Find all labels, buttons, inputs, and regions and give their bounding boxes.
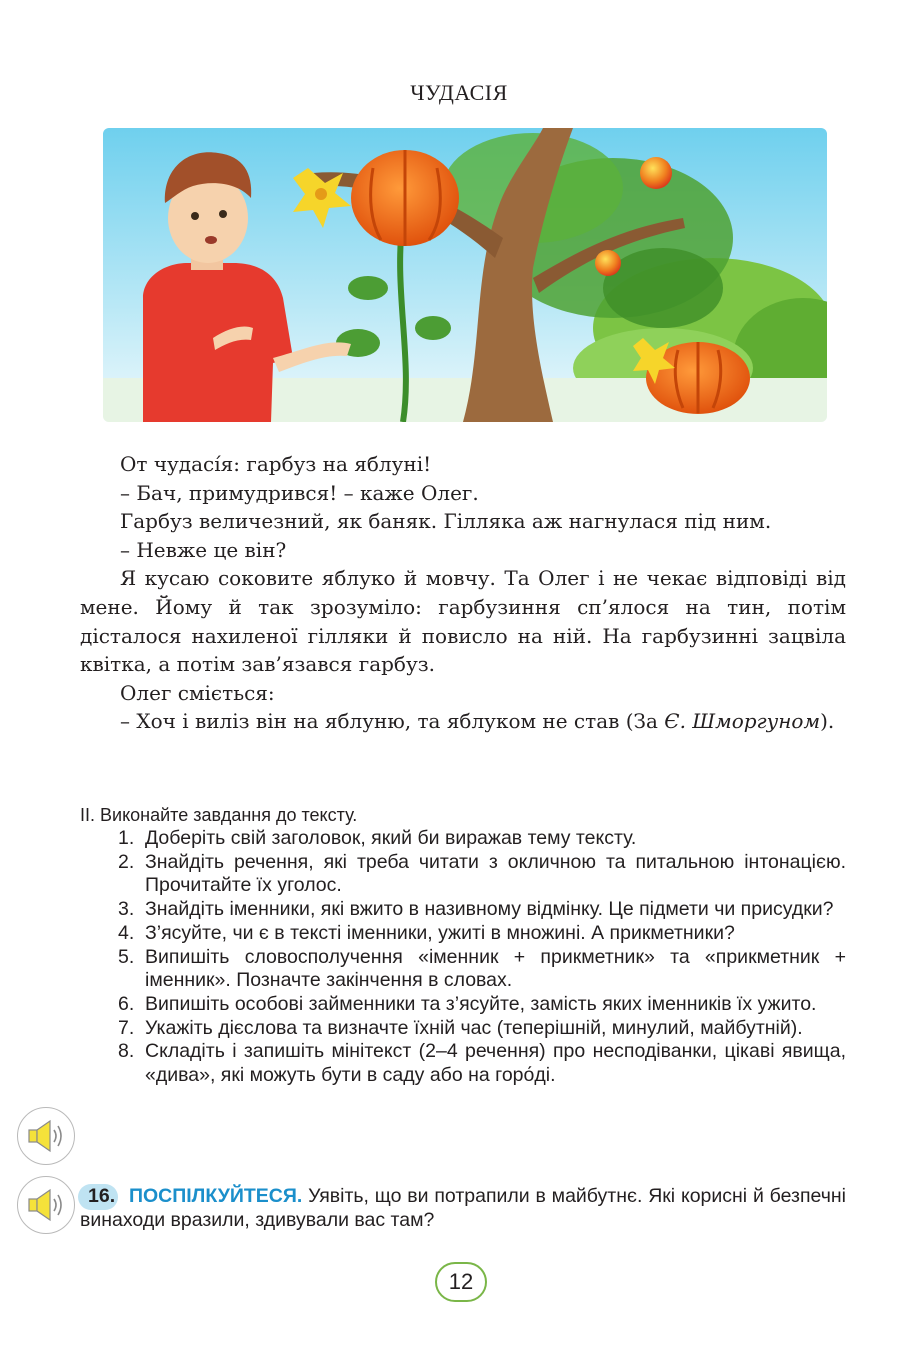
speaker-icon: [26, 1118, 66, 1154]
task-text: З’ясуйте, чи є в тексті іменники, ужиті в множині. А прикметники?: [145, 921, 735, 944]
audio-button[interactable]: [17, 1107, 75, 1165]
task-item: [118, 851, 846, 898]
task-list: [118, 827, 846, 1088]
task-item: [118, 993, 846, 1017]
story-paragraph: [80, 707, 846, 736]
story-illustration: [103, 128, 827, 422]
task-number: 5.: [118, 945, 135, 968]
story-closing-text: – Хоч і виліз він на яблуню, та яблуком не став (За: [120, 709, 658, 734]
task-item: [118, 922, 846, 946]
story-paragraph: – Невже це він?: [120, 537, 287, 562]
page-number: 12: [435, 1262, 487, 1302]
task-item: [118, 1017, 846, 1041]
task-text: Складіть і запишіть мінітекст (2–4 речення) про несподіванки, цікаві явища, «дива», які можуть бути в саду або на горо́ді.: [145, 1040, 846, 1087]
exercise-title: ПОСПІЛКУЙТЕСЯ.: [128, 1185, 303, 1207]
story-closing-punct: ).: [820, 709, 835, 734]
exercise-16: [80, 1184, 846, 1232]
task-text: Знайдіть речення, які треба читати з окличною та питальною інтонацією. Прочитайте їх уголос.: [145, 850, 846, 897]
task-number: 2.: [118, 850, 135, 873]
task-item: [118, 946, 846, 993]
task-number: 6.: [118, 992, 135, 1015]
story-paragraph: Я кусаю соковите яблуко й мовчу. Та Олег і не чекає відповіді від мене. Йому й так зрозуміло: гарбузиння сп’ялося на тин, потім дісталося нахиленої гілляки й повисло на ній. На гарбузинні зацвіла квітка, а потім зав’язався гарбуз.: [80, 566, 846, 677]
task-number: 7.: [118, 1016, 135, 1039]
task-text: Доберіть свій заголовок, який би виражав тему тексту.: [145, 827, 637, 849]
audio-button[interactable]: [17, 1176, 75, 1234]
task-text: Випишіть словосполучення «іменник + прикметник» та «прикметник + іменник». Позначте закінчення в словах.: [145, 945, 846, 992]
task-number: 3.: [118, 898, 135, 921]
story-paragraph: – Бач, примудрився! – каже Олег.: [120, 480, 479, 505]
page-title: ЧУДАСІЯ: [410, 80, 508, 105]
exercise-text: Уявіть, що ви потрапили в майбутнє. Які корисні й безпечні винаходи вразили, здивували вас там?: [80, 1185, 846, 1231]
task-text: Випишіть особові займенники та з’ясуйте, замість яких іменників їх ужито.: [145, 992, 817, 1015]
story-paragraph: Олег сміється:: [120, 680, 275, 705]
task-item: [118, 898, 846, 922]
task-number: 1.: [118, 827, 135, 849]
task-number: 8.: [118, 1040, 135, 1063]
task-text: Знайдіть іменники, які вжито в називному відмінку. Це підмети чи присудки?: [145, 898, 834, 921]
speaker-icon: [26, 1187, 66, 1223]
story-paragraph: От чудасі́я: гарбуз на яблуні!: [120, 452, 432, 476]
exercise-number: 16.: [80, 1184, 123, 1208]
task-item: [118, 827, 846, 851]
tasks-heading: II. Виконайте завдання до тексту.: [80, 805, 358, 825]
story-paragraph: Гарбуз величезний, як баняк. Гілляка аж нагнулася під ним.: [120, 509, 772, 534]
task-item: [118, 1040, 846, 1087]
story-author: Є. Шморгуном: [664, 709, 821, 734]
task-number: 4.: [118, 921, 135, 944]
task-text: Укажіть дієслова та визначте їхній час (теперішній, минулий, майбутній).: [145, 1016, 803, 1039]
story-text: [80, 450, 846, 736]
